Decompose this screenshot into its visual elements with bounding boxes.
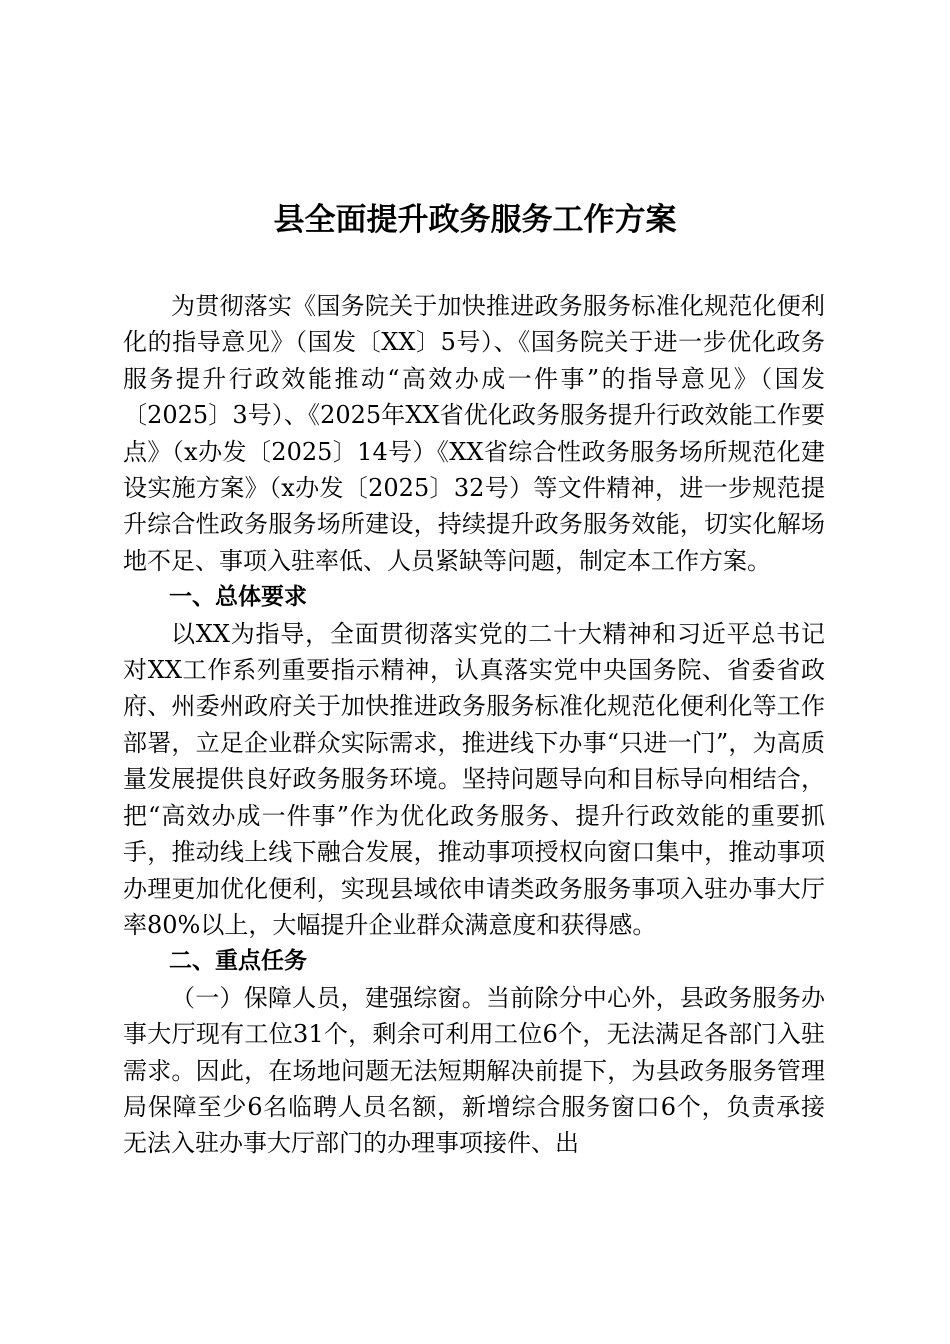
- document-title: 县全面提升政务服务工作方案: [273, 202, 677, 238]
- document-body: [123, 288, 825, 1162]
- general-requirements-paragraph: 以XX为指导，全面贯彻落实党的二十大精神和习近平总书记对XX工作系列重要指示精神，认真落实党中央国务院、省委省政府、州委州政府关于加快推进政务服务标准化规范化便利化等工作部署，立足企业群众实际需求，推进线下办事“只进一门”，为高质量发展提供良好政务服务环境。坚持问题导向和目标导向相结合，把“高效办成一件事”作为优化政务服务、提升行政效能的重要抓手，推动线上线下融合发展，推动事项授权向窗口集中，推动事项办理更加优化便利，实现县域依申请类政务服务事项入驻办事大厅率80%以上，大幅提升企业群众满意度和获得感。: [123, 619, 825, 939]
- intro-paragraph: 为贯彻落实《国务院关于加快推进政务服务标准化规范化便利化的指导意见》（国发〔XX〕5号）、《国务院关于进一步优化政务服务提升行政效能推动“高效办成一件事”的指导意见》（国发〔2025〕3号）、《2025年XX省优化政务服务提升行政效能工作要点》（x办发〔2025〕14号）《XX省综合性政务服务场所规范化建设实施方案》（x办发〔2025〕32号）等文件精神，进一步规范提升综合性政务服务场所建设，持续提升政务服务效能，切实化解场地不足、事项入驻率低、人员紧缺等问题，制定本工作方案。: [123, 292, 825, 575]
- key-tasks-paragraph: （一）保障人员，建强综窗。当前除分中心外，县政务服务办事大厅现有工位31个，剩余可利用工位6个，无法满足各部门入驻需求。因此，在场地问题无法短期解决前提下，为县政务服务管理局保障至少6名临聘人员名额，新增综合服务窗口6个，负责承接无法入驻办事大厅部门的办理事项接件、出: [123, 983, 825, 1158]
- section-heading-key-tasks: 二、重点任务: [169, 948, 307, 975]
- section-heading-general-requirements: 一、总体要求: [169, 584, 307, 611]
